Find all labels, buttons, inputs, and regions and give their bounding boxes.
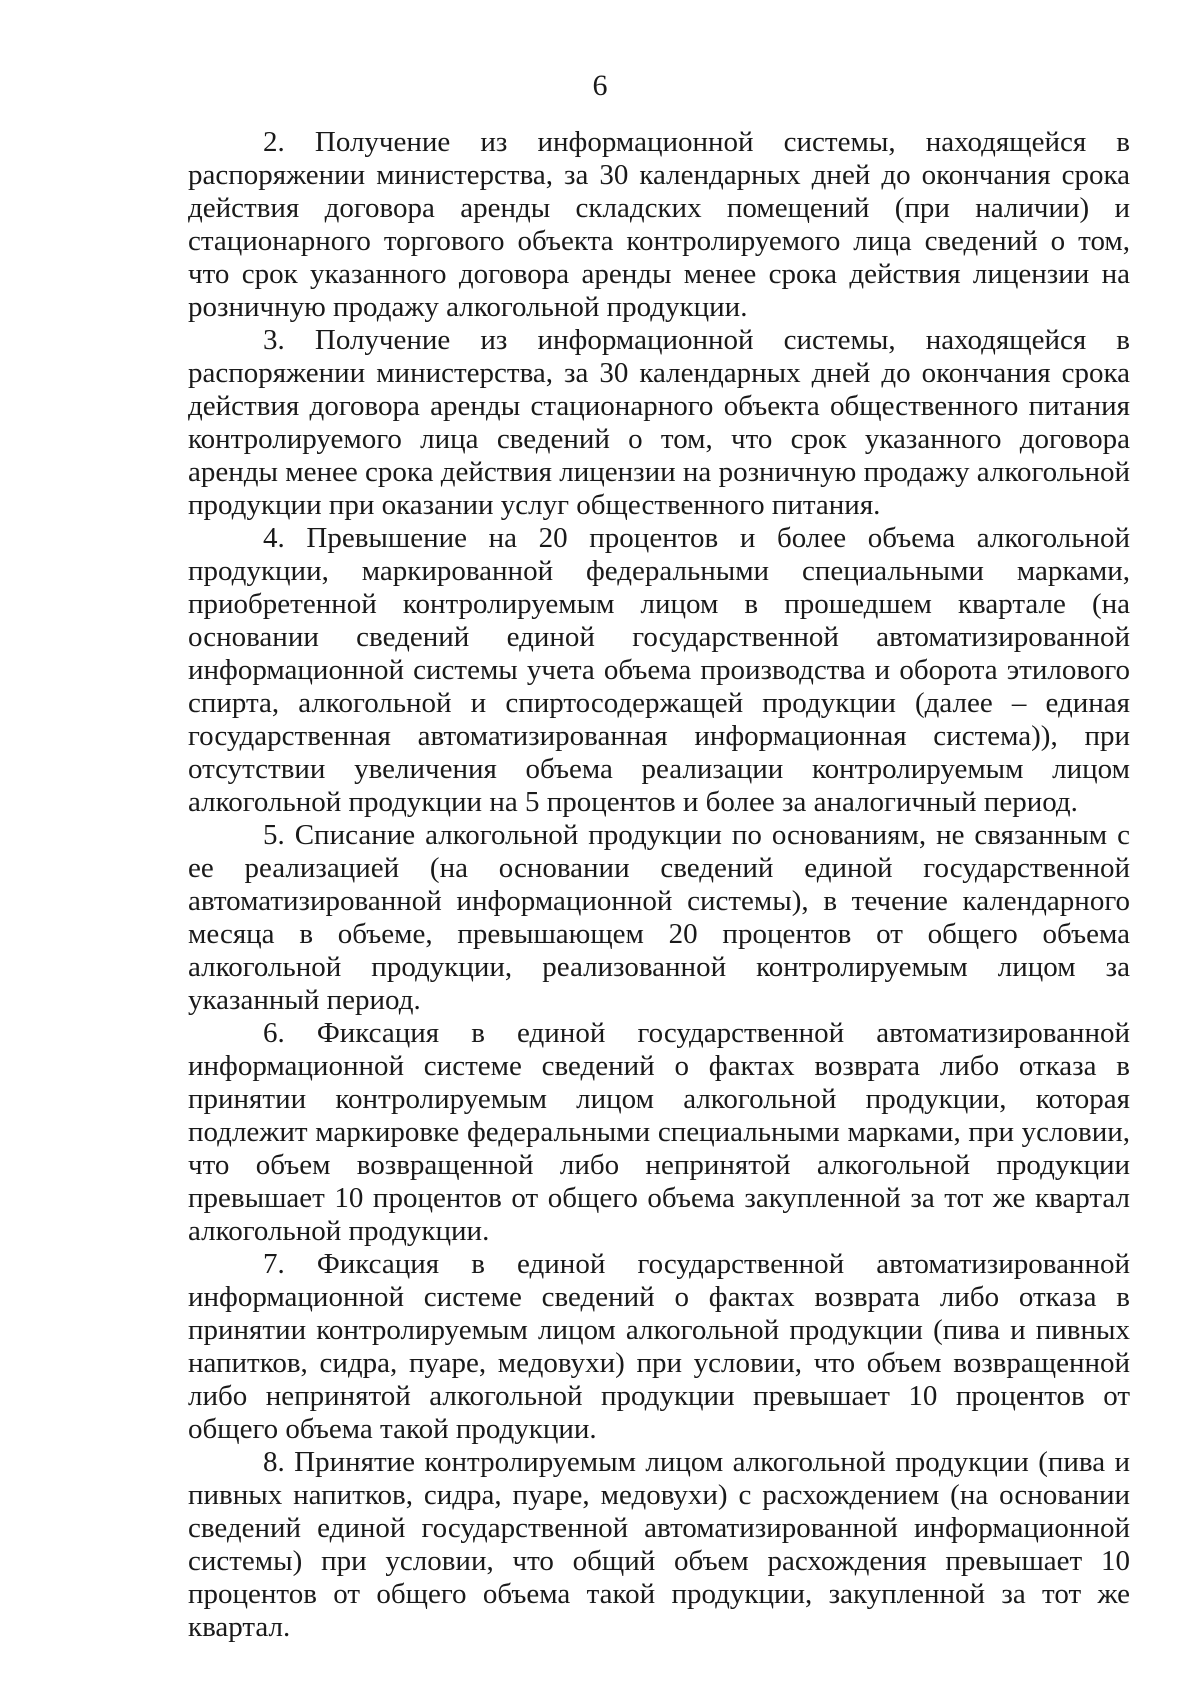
document-body (188, 126, 1130, 1644)
paragraph-3: 3. Получение из информационной системы, находящейся в распоряжении министерства, за 30 календарных дней до окончания срока действия договора аренды стационарного объекта общественного питания контролируемого лица сведений о том, что срок указанного договора аренды менее срока действия лицензии на розничную продажу алкогольной продукции при оказании услуг общественного питания. (188, 324, 1130, 521)
paragraph-4: 4. Превышение на 20 процентов и более объема алкогольной продукции, маркированной федеральными специальными марками, приобретенной контролируемым лицом в прошедшем квартале (на основании сведений единой государственной автоматизированной информационной системы учета объема производства и оборота этилового спирта, алкогольной и спиртосодержащей продукции (далее – единая государственная автоматизированная информационная система)), при отсутствии увеличения объема реализации контролируемым лицом алкогольной продукции на 5 процентов и более за аналогичный период. (188, 522, 1130, 818)
page-number: 6 (592, 69, 608, 102)
paragraph-2: 2. Получение из информационной системы, находящейся в распоряжении министерства, за 30 календарных дней до окончания срока действия договора аренды складских помещений (при наличии) и стационарного торгового объекта контролируемого лица сведений о том, что срок указанного договора аренды менее срока действия лицензии на розничную продажу алкогольной продукции. (188, 126, 1130, 323)
paragraph-5: 5. Списание алкогольной продукции по основаниям, не связанным с ее реализацией (на основании сведений единой государственной автоматизированной информационной системы), в течение календарного месяца в объеме, превышающем 20 процентов от общего объема алкогольной продукции, реализованной контролируемым лицом за указанный период. (188, 819, 1130, 1016)
paragraph-7: 7. Фиксация в единой государственной автоматизированной информационной системе сведений о фактах возврата либо отказа в принятии контролируемым лицом алкогольной продукции (пива и пивных напитков, сидра, пуаре, медовухи) при условии, что объем возвращенной либо непринятой алкогольной продукции превышает 10 процентов от общего объема такой продукции. (188, 1248, 1130, 1445)
paragraph-8: 8. Принятие контролируемым лицом алкогольной продукции (пива и пивных напитков, сидра, пуаре, медовухи) с расхождением (на основании сведений единой государственной автоматизированной информационной системы) при условии, что общий объем расхождения превышает 10 процентов от общего объема такой продукции, закупленной за тот же квартал. (188, 1446, 1130, 1643)
paragraph-6: 6. Фиксация в единой государственной автоматизированной информационной системе сведений о фактах возврата либо отказа в принятии контролируемым лицом алкогольной продукции, которая подлежит маркировке федеральными специальными марками, при условии, что объем возвращенной либо непринятой алкогольной продукции превышает 10 процентов от общего объема закупленной за тот же квартал алкогольной продукции. (188, 1017, 1130, 1247)
